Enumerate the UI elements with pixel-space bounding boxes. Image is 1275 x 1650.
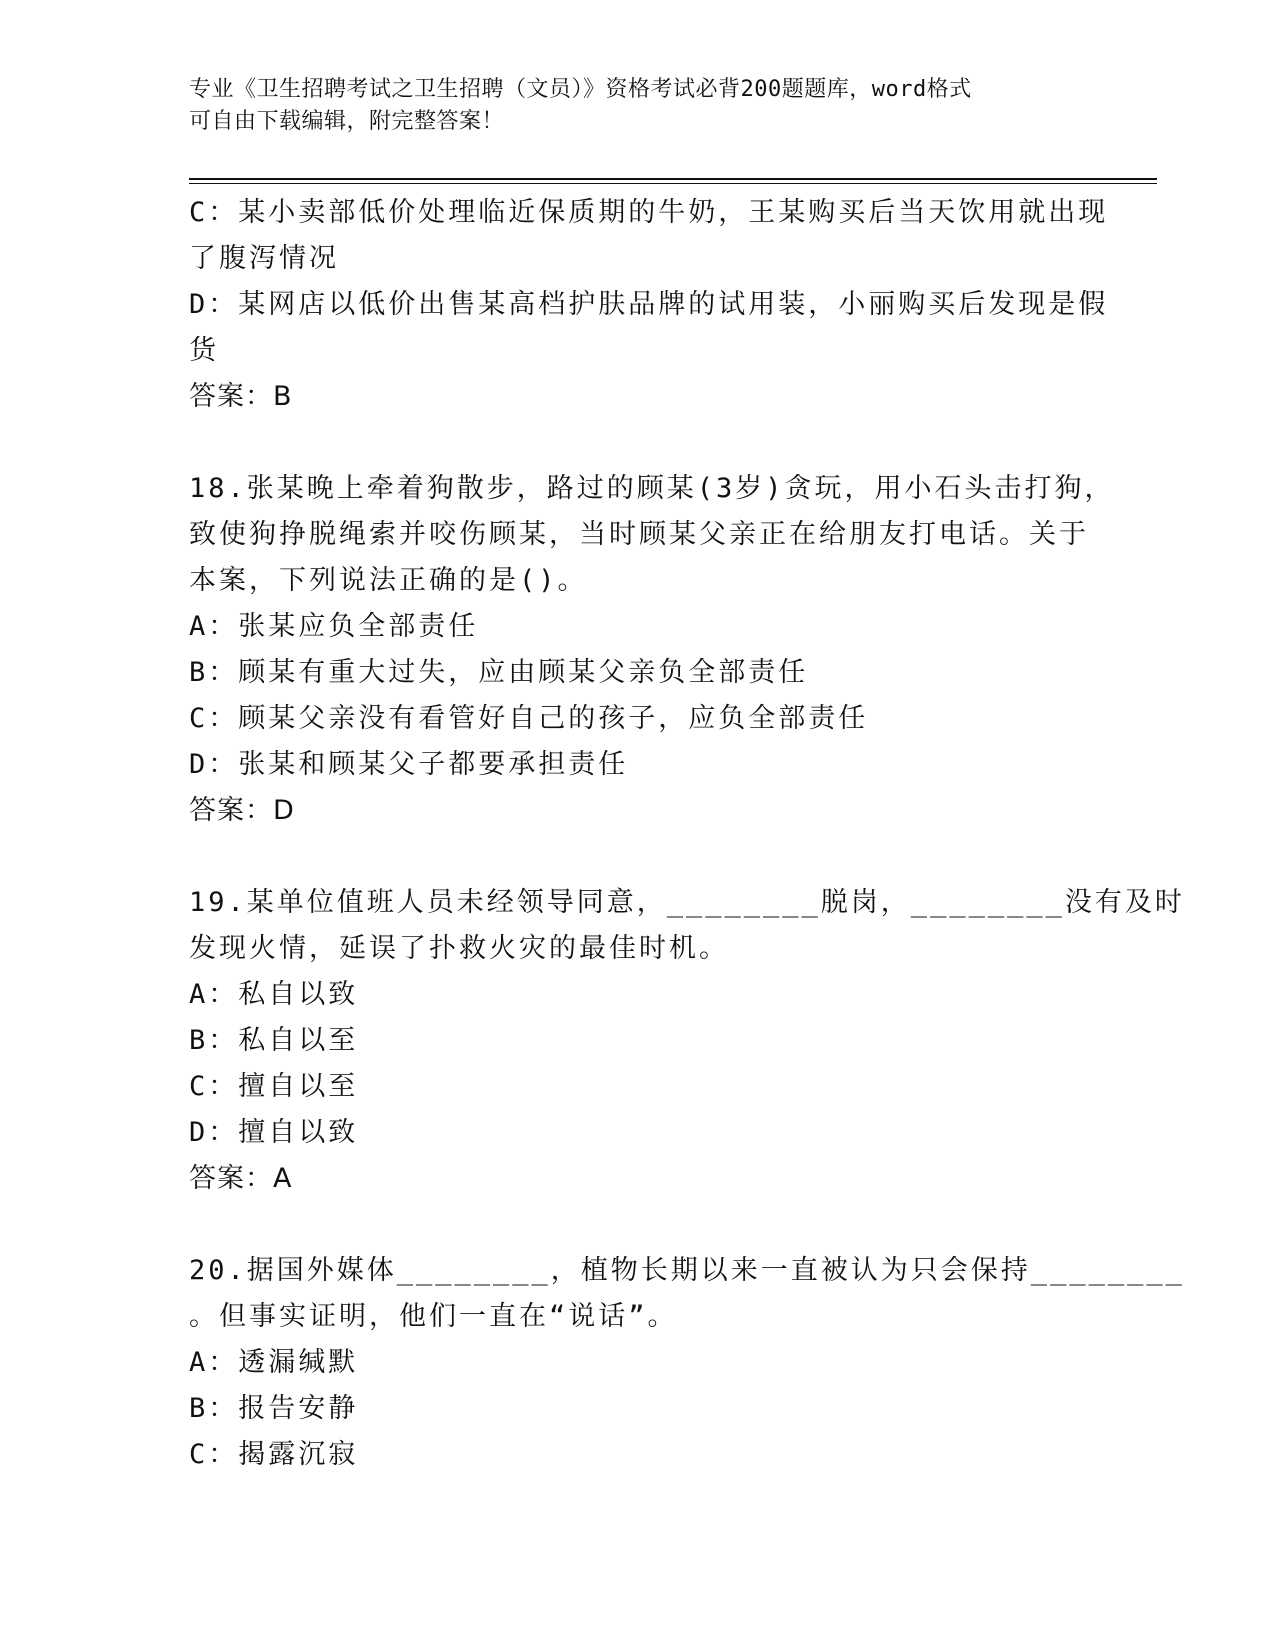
question-20 (189, 1248, 1185, 1478)
option-d: D：张某和顾某父子都要承担责任 (189, 749, 629, 780)
answer-18: 答案：D (189, 795, 295, 826)
option-c: C：顾某父亲没有看管好自己的孩子，应负全部责任 (189, 703, 869, 734)
document-header (189, 74, 1069, 138)
question-stem-line-2: 发现火情，延误了扑救火灾的最佳时机。 (189, 933, 729, 964)
option-c-line-1: C：某小卖部低价处理临近保质期的牛奶，王某购买后当天饮用就出现 (189, 197, 1109, 228)
header-divider-thick (189, 178, 1157, 180)
header-divider-thin (189, 183, 1157, 184)
header-line-2: 可自由下载编辑，附完整答案！ (189, 109, 505, 134)
question-17 (189, 190, 1109, 420)
option-c: C：擅自以至 (189, 1071, 359, 1102)
question-stem-line-2: 。但事实证明，他们一直在“说话”。 (189, 1301, 678, 1332)
question-19 (189, 880, 1185, 1202)
question-stem-line-3: 本案，下列说法正确的是()。 (189, 565, 588, 596)
option-b: B：报告安静 (189, 1393, 359, 1424)
option-d-line-1: D：某网店以低价出售某高档护肤品牌的试用装，小丽购买后发现是假 (189, 289, 1109, 320)
option-d: D：擅自以致 (189, 1117, 359, 1148)
option-a: A：张某应负全部责任 (189, 611, 479, 642)
question-stem-line-2: 致使狗挣脱绳索并咬伤顾某，当时顾某父亲正在给朋友打电话。关于 (189, 519, 1089, 550)
option-d-line-2: 货 (189, 335, 219, 366)
question-stem-line-1: 18.张某晚上牵着狗散步，路过的顾某(3岁)贪玩，用小石头击打狗， (189, 473, 1115, 504)
spacer (189, 420, 1089, 466)
spacer (189, 1202, 1089, 1248)
option-a: A：透漏缄默 (189, 1347, 359, 1378)
option-c-line-2: 了腹泻情况 (189, 243, 339, 274)
option-b: B：私自以至 (189, 1025, 359, 1056)
question-stem-line-1: 20.据国外媒体________，植物长期以来一直被认为只会保持________ (189, 1255, 1185, 1286)
spacer (189, 834, 1089, 880)
option-a: A：私自以致 (189, 979, 359, 1010)
answer-17: 答案：B (189, 381, 293, 412)
question-18 (189, 466, 1115, 834)
header-line-1: 专业《卫生招聘考试之卫生招聘（文员）》资格考试必背200题题库，word格式 (189, 77, 972, 102)
option-c: C：揭露沉寂 (189, 1439, 359, 1470)
answer-19: 答案：A (189, 1163, 293, 1194)
option-b: B：顾某有重大过失，应由顾某父亲负全部责任 (189, 657, 809, 688)
question-stem-line-1: 19.某单位值班人员未经领导同意，________脱岗，________没有及时 (189, 887, 1185, 918)
document-body (189, 190, 1185, 1478)
